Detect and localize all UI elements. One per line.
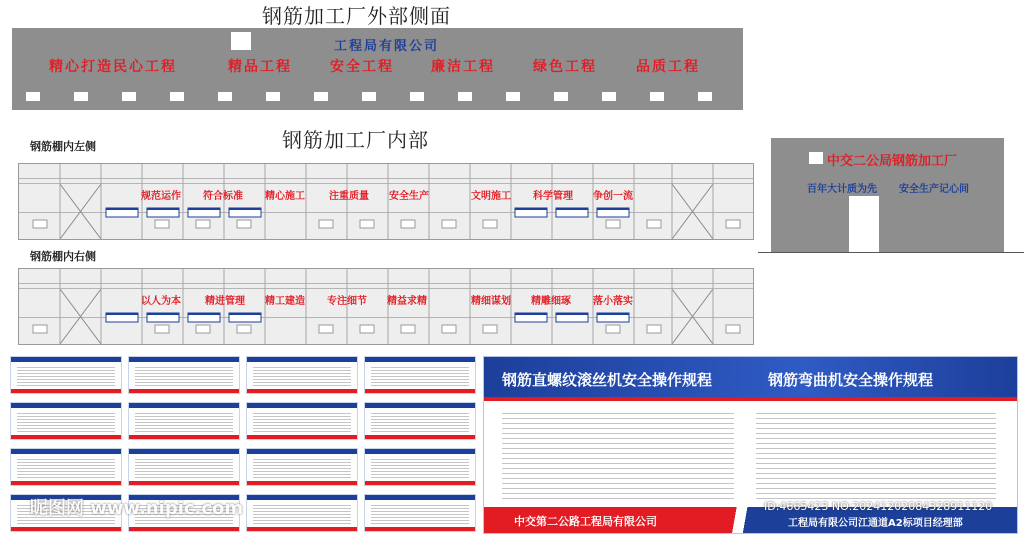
right-slogan-1: 以人为本 xyxy=(141,296,181,307)
exterior-facade xyxy=(12,28,743,110)
small-board xyxy=(128,402,240,440)
board-footer-left: 中交第二公路工程局有限公司 xyxy=(514,515,657,528)
gate-building xyxy=(771,138,1004,252)
right-slogan-4: 专注细节 xyxy=(327,296,367,307)
small-board xyxy=(364,356,476,394)
left-shed-bracing xyxy=(19,164,753,239)
board-footer-right: 工程局有限公司江通道A2标项目经理部 xyxy=(788,518,963,529)
facade-logo-box xyxy=(231,32,251,50)
small-board xyxy=(10,402,122,440)
gate-ground-line xyxy=(758,252,1024,253)
left-shed-label: 钢筋棚内左侧 xyxy=(30,140,96,153)
left-slogan-2: 符合标准 xyxy=(203,191,243,202)
small-board xyxy=(128,448,240,486)
gate-logo-box xyxy=(809,152,823,164)
right-slogan-5: 精益求精 xyxy=(387,296,427,307)
left-slogan-7: 科学管理 xyxy=(533,191,573,202)
right-shed-bracing xyxy=(19,269,753,344)
small-board xyxy=(364,402,476,440)
watermark-site: 昵图网 www.nipic.com xyxy=(30,498,244,519)
right-slogan-3: 精工建造 xyxy=(265,296,305,307)
safety-board-header-accent xyxy=(484,397,1017,401)
facade-slogan-2: 精品工程 xyxy=(228,59,292,75)
right-shed-wall xyxy=(18,268,754,345)
board-title-right: 钢筋弯曲机安全操作规程 xyxy=(768,371,934,389)
left-slogan-1: 规范运作 xyxy=(141,191,181,202)
left-slogan-5: 安全生产 xyxy=(389,191,429,202)
left-slogan-3: 精心施工 xyxy=(265,191,305,202)
gate-slogan-right: 安全生产记心间 xyxy=(899,184,969,195)
right-slogan-8: 落小落实 xyxy=(593,296,633,307)
gate-door xyxy=(849,196,879,252)
left-slogan-6: 文明施工 xyxy=(471,191,511,202)
right-shed-label: 钢筋棚内右侧 xyxy=(30,250,96,263)
right-slogan-7: 精雕细琢 xyxy=(531,296,571,307)
small-board xyxy=(246,356,358,394)
small-board xyxy=(10,448,122,486)
small-board xyxy=(364,448,476,486)
board-title-left: 钢筋直螺纹滚丝机安全操作规程 xyxy=(502,371,713,389)
facade-slogan-5: 绿色工程 xyxy=(533,59,597,75)
small-board xyxy=(364,494,476,532)
small-board xyxy=(246,448,358,486)
left-slogan-4: 注重质量 xyxy=(329,191,369,202)
facade-slogan-3: 安全工程 xyxy=(330,59,394,75)
small-board xyxy=(10,356,122,394)
small-board xyxy=(246,494,358,532)
facade-slogan-1: 精心打造民心工程 xyxy=(49,59,177,75)
board-body-right xyxy=(756,409,996,501)
right-slogan-2: 精进管理 xyxy=(205,296,245,307)
gate-title: 中交二公局钢筋加工厂 xyxy=(827,154,958,169)
facade-company-name: 工程局有限公司 xyxy=(334,39,440,54)
left-shed-wall xyxy=(18,163,754,240)
right-slogan-6: 精细谋划 xyxy=(471,296,511,307)
facade-slogan-4: 廉洁工程 xyxy=(431,59,495,75)
board-body-left xyxy=(502,409,734,501)
small-board xyxy=(246,402,358,440)
small-board xyxy=(128,356,240,394)
facade-slogan-6: 品质工程 xyxy=(636,59,700,75)
gate-slogan-left: 百年大计质为先 xyxy=(807,184,877,195)
interior-title: 钢筋加工厂内部 xyxy=(282,128,429,152)
watermark-id: ID:4665423 NO:20241202084328911120 xyxy=(764,500,993,513)
left-slogan-8: 争创一流 xyxy=(593,191,633,202)
exterior-title: 钢筋加工厂外部侧面 xyxy=(262,4,451,28)
